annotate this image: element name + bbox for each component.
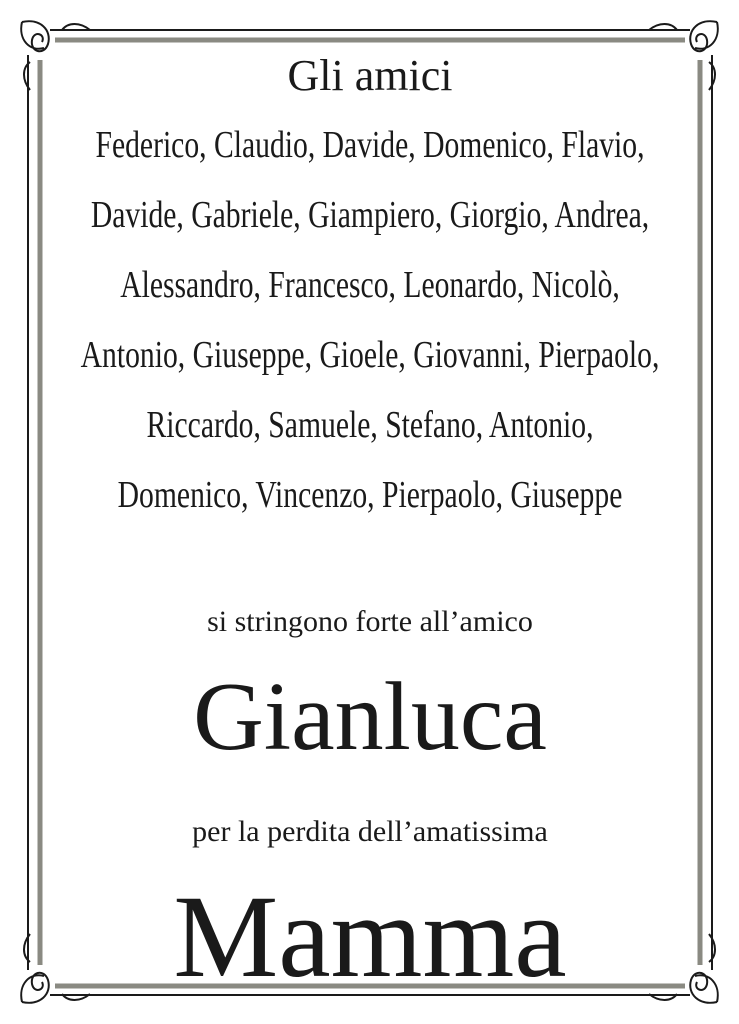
loss-sentence: per la perdita dell’amatissima bbox=[192, 815, 548, 848]
names-line: Riccardo, Samuele, Stefano, Antonio, bbox=[146, 404, 594, 446]
names-line: Antonio, Giuseppe, Gioele, Giovanni, Pierpaolo, bbox=[80, 334, 660, 376]
deceased-title: Mamma bbox=[173, 871, 567, 1002]
friend-name: Gianluca bbox=[193, 663, 547, 771]
names-line: Domenico, Vincenzo, Pierpaolo, Giuseppe bbox=[117, 474, 623, 516]
names-line: Davide, Gabriele, Giampiero, Giorgio, Andrea, bbox=[90, 194, 650, 236]
names-line: Federico, Claudio, Davide, Domenico, Flavio, bbox=[95, 124, 645, 166]
names-line: Alessandro, Francesco, Leonardo, Nicolò, bbox=[120, 264, 620, 306]
names-list bbox=[50, 110, 690, 530]
header-text: Gli amici bbox=[287, 51, 453, 100]
condolence-sentence: si stringono forte all’amico bbox=[207, 605, 533, 638]
notice-content bbox=[60, 50, 680, 1002]
